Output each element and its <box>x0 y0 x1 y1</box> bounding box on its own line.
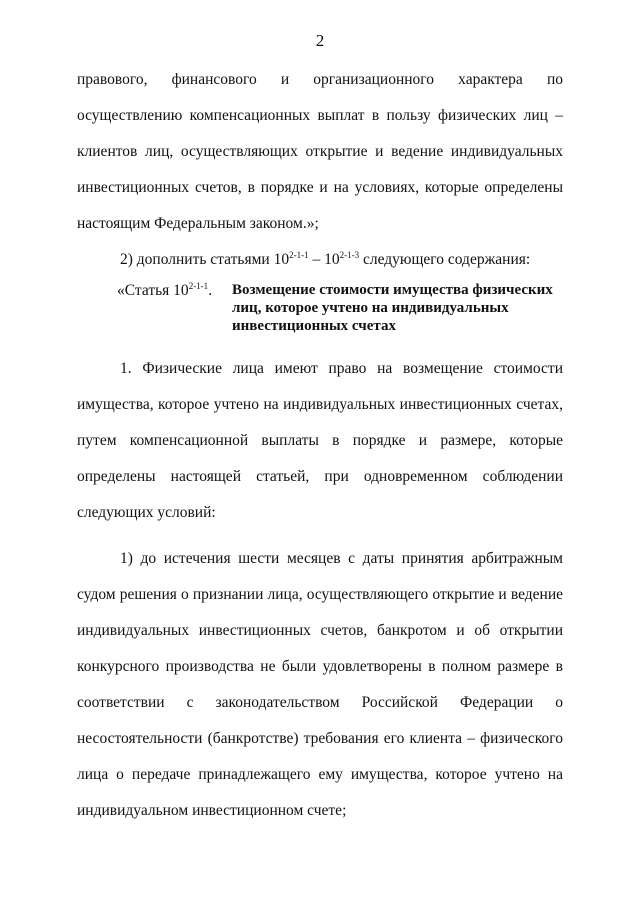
paragraph-add-articles <box>77 242 563 278</box>
paragraph-1-subitem-1: 1) до истечения шести месяцев с даты принятия арбитражным судом решения о признании лица, осуществляющего открытие и ведение индивидуальных инвестиционных счетов, банкротом и об открытии конкурсного производства не были удовлетворены в полном размере в соответствии с законодательством Российской Федерации о несостоятельности (банкротстве) требования его клиента – физического лица о передаче принадлежащего ему имущества, которое учтено на индивидуальном инвестиционном счете; <box>77 550 563 819</box>
page-number: 2 <box>315 31 325 50</box>
add-articles-prefix: 2) дополнить статьями 10 <box>120 251 290 268</box>
article-title: Возмещение стоимости имущества физических лиц, которое учтено на индивидуальных инвестиционных счетах <box>232 282 553 334</box>
add-articles-sup-1: 2-1-1 <box>289 250 309 260</box>
paragraph-gap <box>77 531 563 541</box>
paragraph-1: 1. Физические лица имеют право на возмещение стоимости имущества, которое учтено на индивидуальных инвестиционных счетах, путем компенсационной выплаты в порядке и размере, которые определены настоящей статьей, при одновременном соблюдении следующих условий: <box>77 360 563 521</box>
paragraph-intro: правового, финансового и организационного характера по осуществлению компенсационных выплат в пользу физических лиц – клиентов лиц, осуществляющих открытие и ведение индивидуальных инвестиционных счетов, в порядке и на условиях, которые определены настоящим Федеральным законом.»; <box>77 71 563 232</box>
add-articles-suffix: следующего содержания: <box>359 251 531 268</box>
article-label <box>77 281 232 335</box>
add-articles-dash: – 10 <box>308 251 340 268</box>
article-heading <box>77 281 563 335</box>
article-label-prefix: «Статья 10 <box>117 282 189 299</box>
document-body <box>77 62 563 829</box>
article-label-sup: 2-1-1 <box>188 281 209 291</box>
add-articles-sup-2: 2-1-3 <box>339 250 360 260</box>
article-label-suffix: . <box>208 282 213 299</box>
